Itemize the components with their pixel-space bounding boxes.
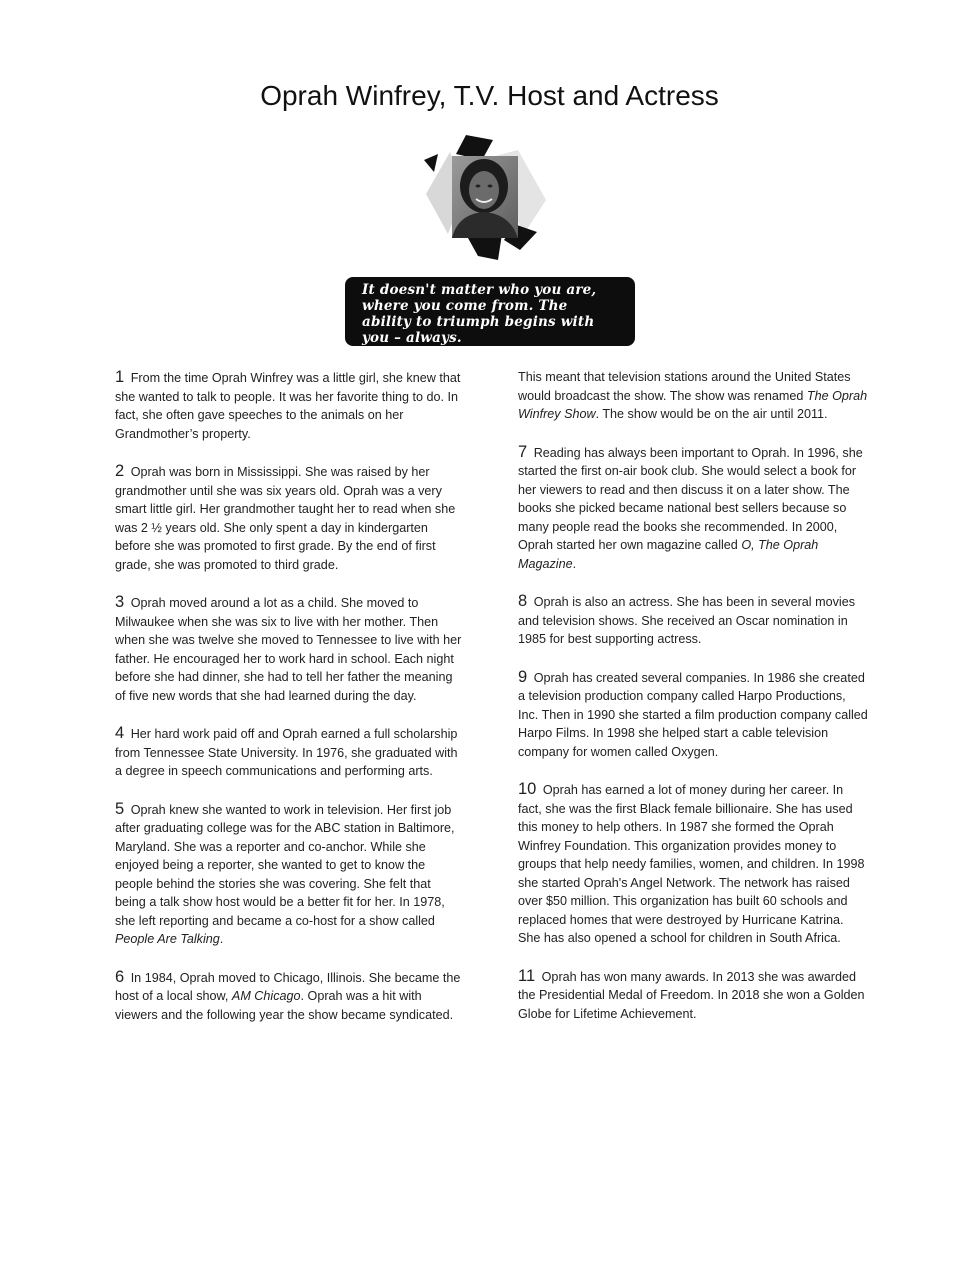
paragraph-6 xyxy=(115,968,465,1025)
paragraph-end: . xyxy=(219,932,224,946)
paragraph-1 xyxy=(115,368,465,443)
paragraph-5 xyxy=(115,800,465,949)
paragraph-text: This meant that television stations around the United States would broadcast the show. The show was renamed xyxy=(518,370,851,403)
paragraph-number: 6 xyxy=(115,967,125,986)
paragraph-end: . Oprah was a hit with viewers and the following year the show became syndicated. xyxy=(115,989,454,1022)
paragraph-2 xyxy=(115,462,465,574)
face-shape xyxy=(469,171,499,209)
show-title: People Are Talking xyxy=(115,932,220,946)
paragraph-number: 10 xyxy=(518,780,537,798)
paragraph-number: 7 xyxy=(518,442,528,461)
paragraph-number: 1 xyxy=(115,368,125,386)
paragraph-end: . xyxy=(572,556,577,571)
paragraph-text: Oprah moved around a lot as a child. She moved to Milwaukee when she was six to live with her mother. Then when she was twelve she moved to Tennessee to live with her father. He encouraged her to work hard in school. Each night before she had dinner, she had to tell her father the meaning of five new words that she had learned during the day. xyxy=(115,596,462,703)
paragraph-text: Oprah is also an actress. She has been in several movies and television shows. She received an Oscar nomination in 1985 for best supporting actress. xyxy=(518,595,855,646)
paragraph-number: 8 xyxy=(518,592,528,610)
paragraph-text: Oprah has earned a lot of money during her career. In fact, she was the first Black female billionaire. She has used this money to help others. In 1987 she formed the Oprah Winfrey Foundation. This organization provides money to groups that help needy families, women, and children. In 1998 she started Oprah's Angel Network. The network has raised over $50 million. This organization has built 60 schools and replaced homes that were destroyed by Hurricane Katrina. She has also opened a school for children in South Africa. xyxy=(518,783,865,945)
left-column xyxy=(115,368,465,1043)
paragraph-number: 3 xyxy=(115,593,125,611)
paragraph-text: Oprah has won many awards. In 2013 she was awarded the Presidential Medal of Freedom. In 2018 she won a Golden Globe for Lifetime Achievement. xyxy=(518,969,865,1021)
paragraph-text: From the time Oprah Winfrey was a little girl, she knew that she wanted to talk to people. It was her favorite thing to do. In fact, she often gave speeches to the animals on her Grandmother’s property. xyxy=(115,371,461,441)
paragraph-number: 2 xyxy=(115,462,125,480)
show-title: The Oprah Winfrey Show xyxy=(518,388,868,421)
paragraph-4 xyxy=(115,724,465,781)
paragraph-6-continued xyxy=(518,368,868,424)
show-title: AM Chicago xyxy=(231,989,301,1003)
paragraph-text: Oprah has created several companies. In 1986 she created a television production company called Harpo Productions, Inc. Then in 1990 she started a film production company called Harpo Films. In 1998 she helped start a cable television company for women called Oxygen. xyxy=(518,670,868,759)
portrait-photo xyxy=(418,132,548,262)
paragraph-text: Her hard work paid off and Oprah earned a full scholarship from Tennessee State University. In 1976, she graduated with a degree in speech communications and performing arts. xyxy=(115,727,458,778)
paragraph-text: In 1984, Oprah moved to Chicago, Illinois. She became the host of a local show, xyxy=(115,970,461,1003)
paragraph-8 xyxy=(518,592,868,649)
paragraph-3 xyxy=(115,593,465,705)
paragraph-number: 5 xyxy=(115,799,125,818)
paragraph-number: 11 xyxy=(518,966,536,985)
paragraph-number: 9 xyxy=(518,667,528,686)
paragraph-end: . The show would be on the air until 2011. xyxy=(595,407,828,421)
paragraph-text: Oprah was born in Mississippi. She was raised by her grandmother until she was six years old. Oprah was a very smart little girl. Her grandmother taught her to read when she was 2 ½ years old. She only spent a day in kindergarten before she was promoted to first grade. By the end of first grade, she was promoted to third grade. xyxy=(115,465,456,572)
right-column xyxy=(518,368,868,1042)
paragraph-7 xyxy=(518,443,868,574)
paragraph-text: Oprah knew she wanted to work in television. Her first job after graduating college was for the ABC station in Baltimore, Maryland. She was a reporter and co-anchor. While she enjoyed being a reporter, she wanted to get to know the people behind the stories she was covering. She felt that being a talk show host would be a better fit for her. In 1978, she left reporting and became a co-host for a show called xyxy=(115,802,455,928)
page-title: Oprah Winfrey, T.V. Host and Actress xyxy=(260,80,719,111)
quote-banner xyxy=(345,277,635,346)
quote-text: It doesn't matter who you are, where you come from. The ability to triumph begins with you – always. xyxy=(362,282,597,346)
paragraph-10 xyxy=(518,780,868,948)
magazine-title: O, The Oprah Magazine xyxy=(518,538,819,571)
paragraph-number: 4 xyxy=(115,724,125,742)
paragraph-11 xyxy=(518,967,868,1024)
paragraph-9 xyxy=(518,668,868,762)
frame-corner-left xyxy=(424,154,438,172)
paragraph-text: Reading has always been important to Oprah. In 1996, she started the first on-air book club. She would select a book for her viewers to read and then discuss it on a later show. The books she picked became national best sellers because so many people read the books she recommended. In 2000, Oprah started her own magazine called xyxy=(518,445,863,552)
